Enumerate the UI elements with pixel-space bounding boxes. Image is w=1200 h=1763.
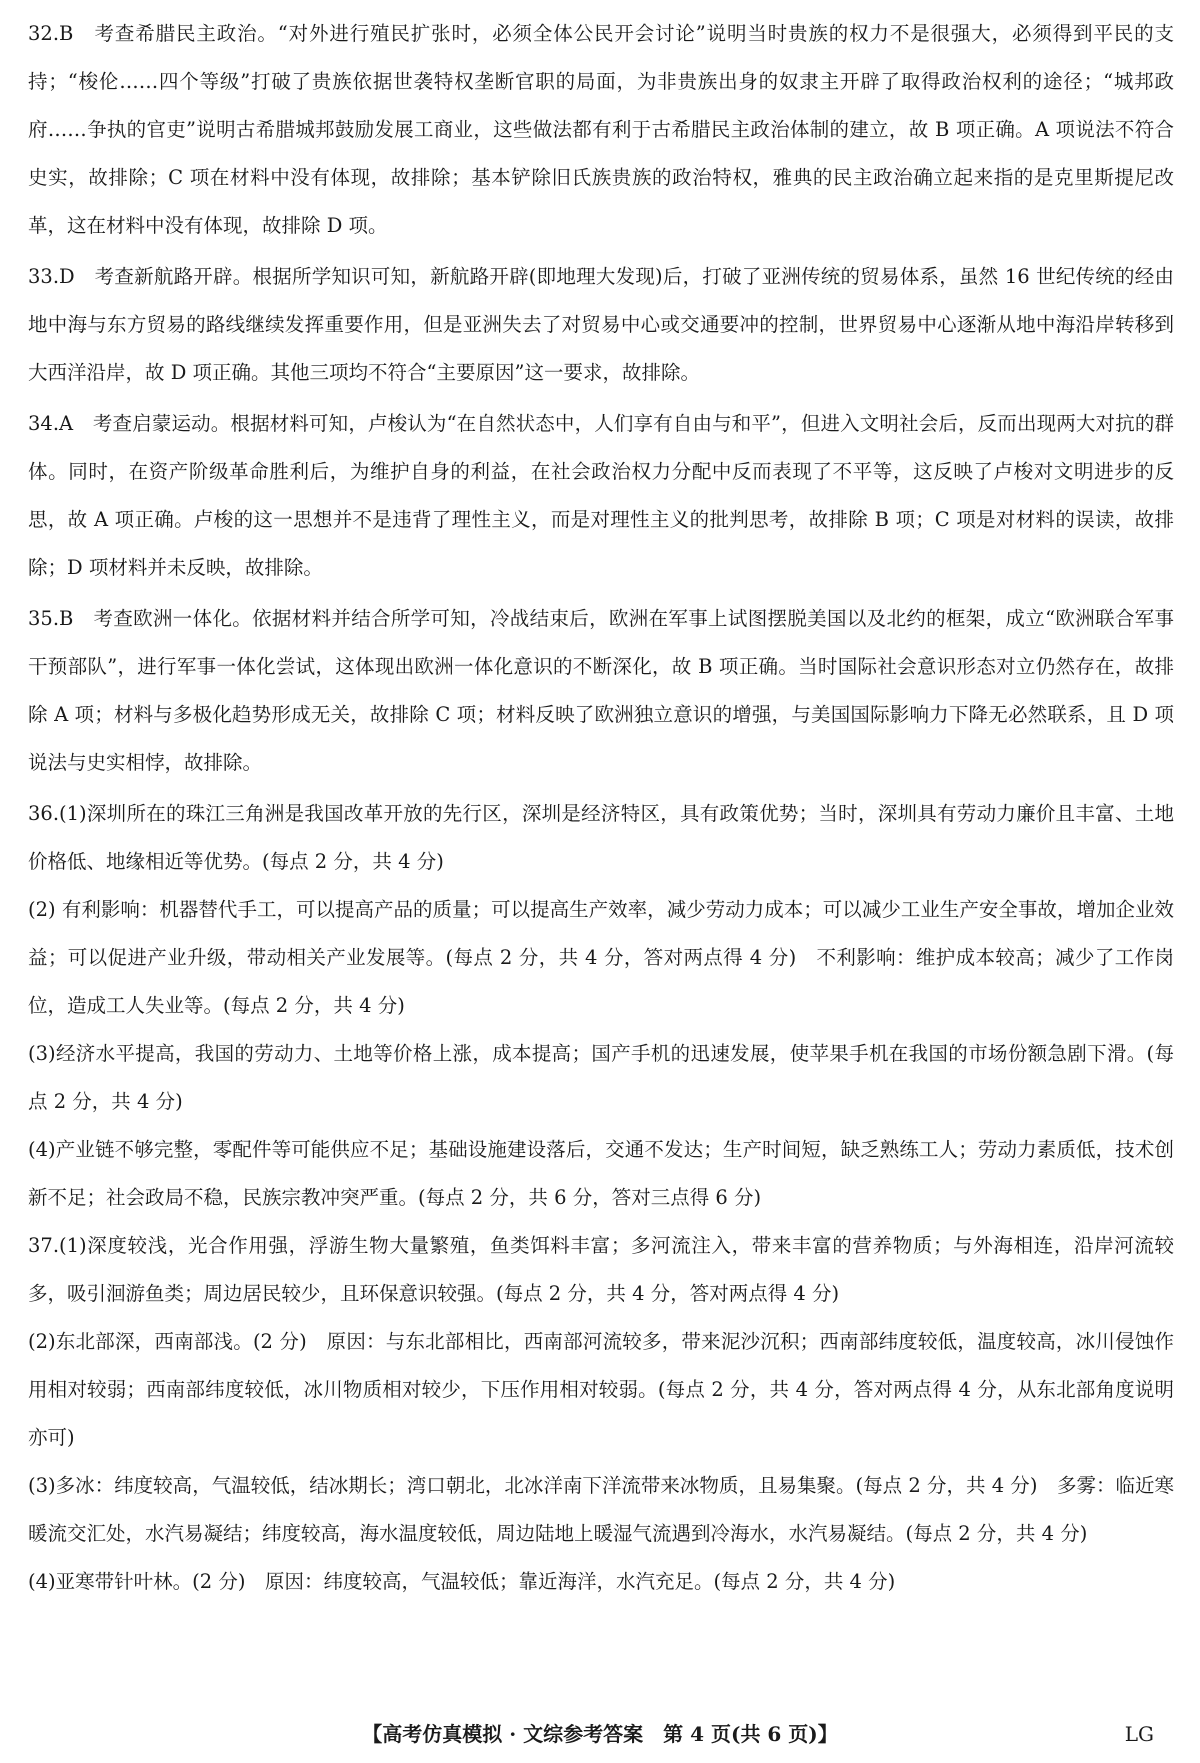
answer-36-part-3: (3)经济水平提高，我国的劳动力、土地等价格上涨，成本提高；国产手机的迅速发展，使苹果手机在我国的市场份额急剧下滑。(每点 2 分，共 4 分) [28, 1042, 1174, 1113]
answer-34 [28, 400, 1174, 592]
answer-number: 33. [28, 265, 60, 288]
answer-32 [28, 10, 1174, 250]
answer-text: (1)深度较浅，光合作用强，浮游生物大量繁殖，鱼类饵料丰富；多河流注入，带来丰富的营养物质；与外海相连，沿岸河流较多，吸引洄游鱼类；周边居民较少，且环保意识较强。(每点 2 分，共 4 分，答对两点得 4 分) [28, 1234, 1174, 1305]
answer-33 [28, 253, 1174, 397]
answer-number: 37. [28, 1234, 60, 1257]
answer-text: B 考查欧洲一体化。依据材料并结合所学可知，冷战结束后，欧洲在军事上试图摆脱美国以及北约的框架，成立“欧洲联合军事干预部队”，进行军事一体化尝试，这体现出欧洲一体化意识的不断深化，故 B 项正确。当时国际社会意识形态对立仍然存在，故排除 A 项；材料与多极化趋势形成无关，故排除 C 项；材料反映了欧洲独立意识的增强，与美国国际影响力下降无必然联系，且 D 项说法与史实相悖，故排除。 [28, 607, 1174, 774]
answer-number: 34. [28, 412, 60, 435]
answer-37-part-1 [28, 1222, 1174, 1318]
answer-37-part-3: (3)多冰：纬度较高，气温较低，结冰期长；湾口朝北，北冰洋南下洋流带来冰物质，且易集聚。(每点 2 分，共 4 分) 多雾：临近寒暖流交汇处，水汽易凝结；纬度较高，海水温度较低，周边陆地上暖湿气流遇到冷海水，水汽易凝结。(每点 2 分，共 4 分) [28, 1474, 1174, 1545]
answer-37-part-4: (4)亚寒带针叶林。(2 分) 原因：纬度较高，气温较低；靠近海洋，水汽充足。(每点 2 分，共 4 分) [28, 1570, 896, 1593]
footer-code: LG [1124, 1722, 1154, 1746]
answer-text: (1)深圳所在的珠江三角洲是我国改革开放的先行区，深圳是经济特区，具有政策优势；当时，深圳具有劳动力廉价且丰富、土地价格低、地缘相近等优势。(每点 2 分，共 4 分) [28, 802, 1174, 873]
answer-37-part-2: (2)东北部深，西南部浅。(2 分) 原因：与东北部相比，西南部河流较多，带来泥沙沉积；西南部纬度较低，温度较高，冰川侵蚀作用相对较弱；西南部纬度较低，冰川物质相对较少，下压作用相对较弱。(每点 2 分，共 4 分，答对两点得 4 分，从东北部角度说明亦可) [28, 1330, 1174, 1449]
answer-text: A 考查启蒙运动。根据材料可知，卢梭认为“在自然状态中，人们享有自由与和平”，但进入文明社会后，反而出现两大对抗的群体。同时，在资产阶级革命胜利后，为维护自身的利益，在社会政治权力分配中反而表现了不平等，这反映了卢梭对文明进步的反思，故 A 项正确。卢梭的这一思想并不是违背了理性主义，而是对理性主义的批判思考，故排除 B 项；C 项是对材料的误读，故排除；D 项材料并未反映，故排除。 [28, 412, 1174, 579]
footer-title: 【高考仿真模拟 · 文综参考答案 第 4 页(共 6 页)】 [362, 1722, 838, 1746]
answer-36-part-1 [28, 790, 1174, 886]
answer-35 [28, 595, 1174, 787]
answer-number: 35. [28, 607, 60, 630]
answer-text: B 考查希腊民主政治。“对外进行殖民扩张时，必须全体公民开会讨论”说明当时贵族的权力不是很强大，必须得到平民的支持；“梭伦……四个等级”打破了贵族依据世袭特权垄断官职的局面，为非贵族出身的奴隶主开辟了取得政治权利的途径；“城邦政府……争执的官吏”说明古希腊城邦鼓励发展工商业，这些做法都有利于古希腊民主政治体制的建立，故 B 项正确。A 项说法不符合史实，故排除；C 项在材料中没有体现，故排除；基本铲除旧氏族贵族的政治特权，雅典的民主政治确立起来指的是克里斯提尼改革，这在材料中没有体现，故排除 D 项。 [28, 22, 1174, 237]
answer-page [28, 10, 1174, 1606]
answer-number: 32. [28, 22, 60, 45]
page-footer [0, 1716, 1200, 1752]
answer-text: D 考查新航路开辟。根据所学知识可知，新航路开辟(即地理大发现)后，打破了亚洲传统的贸易体系，虽然 16 世纪传统的经由地中海与东方贸易的路线继续发挥重要作用，但是亚洲失去了对贸易中心或交通要冲的控制，世界贸易中心逐渐从地中海沿岸转移到大西洋沿岸，故 D 项正确。其他三项均不符合“主要原因”这一要求，故排除。 [28, 265, 1174, 384]
answer-36-part-2: (2) 有利影响：机器替代手工，可以提高产品的质量；可以提高生产效率，减少劳动力成本；可以减少工业生产安全事故，增加企业效益；可以促进产业升级，带动相关产业发展等。(每点 2 分，共 4 分，答对两点得 4 分) 不利影响：维护成本较高；减少了工作岗位，造成工人失业等。(每点 2 分，共 4 分) [28, 898, 1174, 1017]
answer-number: 36. [28, 802, 60, 825]
answer-36-part-4: (4)产业链不够完整，零配件等可能供应不足；基础设施建设落后，交通不发达；生产时间短，缺乏熟练工人；劳动力素质低，技术创新不足；社会政局不稳，民族宗教冲突严重。(每点 2 分，共 6 分，答对三点得 6 分) [28, 1138, 1174, 1209]
